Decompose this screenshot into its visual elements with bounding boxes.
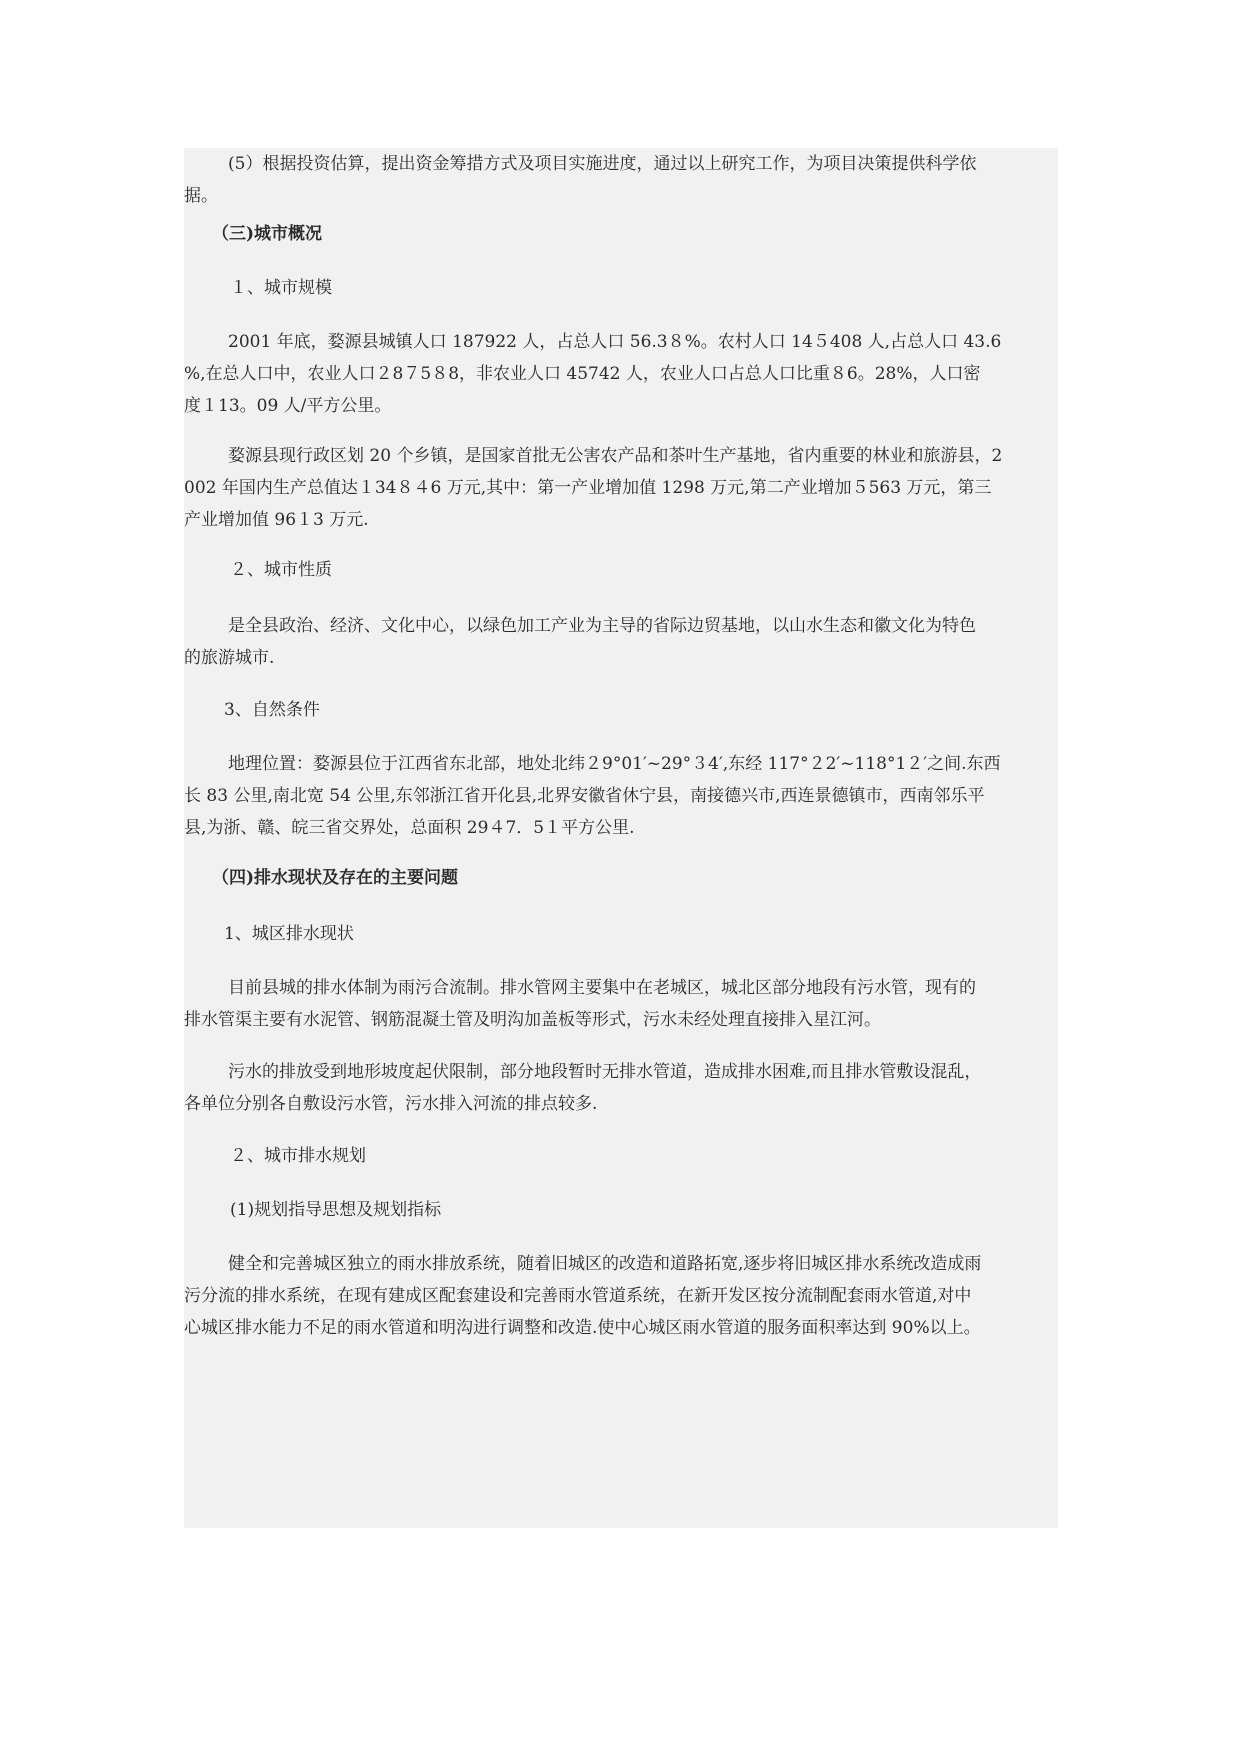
text-line: 婺源县现行政区划 20 个乡镇，是国家首批无公害农产品和茶叶生产基地，省内重要的林业和旅游县，2 bbox=[228, 446, 1003, 466]
text-line: 地理位置：婺源县位于江西省东北部，地处北纬２9°01′~29°３4′,东经 117°２2′~118°1２′之间.东西 bbox=[228, 754, 1001, 774]
paragraph-rainwater-system bbox=[184, 1248, 1058, 1344]
text-line: 产业增加值 96１3 万元. bbox=[184, 510, 369, 530]
subheading-city-scale bbox=[230, 272, 1104, 304]
subheading-text: ２、城市性质 bbox=[230, 560, 332, 580]
text-line: 污分流的排水系统，在现有建成区配套建设和完善雨水管道系统，在新开发区按分流制配套雨水管道,对中 bbox=[184, 1286, 972, 1306]
heading-text: （三)城市概况 bbox=[212, 224, 323, 244]
paragraph-population bbox=[184, 326, 1058, 422]
section-heading-drainage bbox=[212, 862, 1086, 894]
subheading-natural-conditions bbox=[224, 694, 1098, 726]
subheading-city-nature bbox=[230, 554, 1104, 586]
paragraph-administration bbox=[184, 440, 1058, 536]
text-line: 污水的排放受到地形坡度起伏限制，部分地段暂时无排水管道，造成排水困难,而且排水管敷设混乱， bbox=[228, 1062, 982, 1082]
text-line: 2001 年底，婺源县城镇人口 187922 人，占总人口 56.3８%。农村人口 14５408 人,占总人口 43.6 bbox=[228, 332, 1002, 352]
paragraph-investment bbox=[184, 148, 1058, 212]
subheading-text: 1、城区排水现状 bbox=[224, 924, 354, 944]
subheading-text: １、城市规模 bbox=[230, 278, 332, 298]
text-line: 度１13。09 人/平方公里。 bbox=[184, 396, 392, 416]
subheading-planning-guidelines bbox=[230, 1194, 1104, 1226]
text-line: 心城区排水能力不足的雨水管道和明沟进行调整和改造.使中心城区雨水管道的服务面积率达到 90%以上。 bbox=[184, 1318, 981, 1338]
text-line: 县,为浙、赣、皖三省交界处，总面积 29４7．5１平方公里. bbox=[184, 818, 635, 838]
text-line: (5）根据投资估算，提出资金筹措方式及项目实施进度，通过以上研究工作，为项目决策提供科学依 bbox=[228, 154, 977, 174]
subheading-text: 3、自然条件 bbox=[224, 700, 320, 720]
text-line: 是全县政治、经济、文化中心，以绿色加工产业为主导的省际边贸基地，以山水生态和徽文化为特色 bbox=[228, 616, 976, 636]
text-line: %,在总人口中，农业人口２8７5８8，非农业人口 45742 人，农业人口占总人口比重８6。28%，人口密 bbox=[184, 364, 981, 384]
subheading-text: ２、城市排水规划 bbox=[230, 1146, 366, 1166]
paragraph-sewage-issues bbox=[184, 1056, 1058, 1120]
subheading-text: (1)规划指导思想及规划指标 bbox=[230, 1200, 442, 1220]
text-line: 的旅游城市. bbox=[184, 648, 275, 668]
document-page bbox=[184, 148, 1058, 1528]
text-line: 目前县城的排水体制为雨污合流制。排水管网主要集中在老城区，城北区部分地段有污水管，现有的 bbox=[228, 978, 976, 998]
text-line: 健全和完善城区独立的雨水排放系统，随着旧城区的改造和道路拓宽,逐步将旧城区排水系统改造成雨 bbox=[228, 1254, 982, 1274]
text-line: 排水管渠主要有水泥管、钢筋混凝土管及明沟加盖板等形式，污水未经处理直接排入星江河。 bbox=[184, 1010, 881, 1030]
heading-text: （四)排水现状及存在的主要问题 bbox=[212, 868, 459, 888]
paragraph-city-nature bbox=[184, 610, 1058, 674]
text-line: 002 年国内生产总值达１34８４6 万元,其中：第一产业增加值 1298 万元,第二产业增加５563 万元，第三 bbox=[184, 478, 992, 498]
subheading-drainage-planning bbox=[230, 1140, 1104, 1172]
text-line: 长 83 公里,南北宽 54 公里,东邻浙江省开化县,北界安徽省休宁县，南接德兴市,西连景德镇市，西南邻乐平 bbox=[184, 786, 985, 806]
subheading-drainage-status bbox=[224, 918, 1098, 950]
text-line: 据。 bbox=[184, 186, 218, 206]
paragraph-drainage-system bbox=[184, 972, 1058, 1036]
paragraph-geography bbox=[184, 748, 1058, 844]
text-line: 各单位分别各自敷设污水管，污水排入河流的排点较多. bbox=[184, 1094, 598, 1114]
section-heading-city-overview bbox=[212, 218, 1086, 250]
